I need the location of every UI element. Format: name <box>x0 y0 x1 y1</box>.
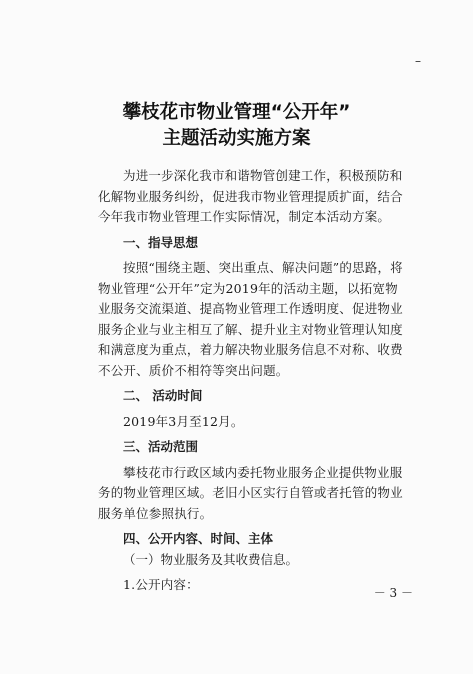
section-4-item-1: 1.公开内容： <box>123 577 199 592</box>
intro-paragraph: 为进一步深化我市和谐物管创建工作，积极预防和化解物业服务纠纷，促进我市物业管理提质扩面，结合今年我市物业管理工作实际情况，制定本活动方案。 <box>98 168 403 224</box>
document-title-line1: 攀枝花市物业管理“公开年” <box>122 102 351 123</box>
section-3-heading: 三、活动范围 <box>123 439 199 454</box>
document-title-line2: 主题活动实施方案 <box>162 128 311 149</box>
section-2-heading: 二、 活动时间 <box>123 388 203 403</box>
header-mark: – <box>415 54 421 68</box>
section-1-heading: 一、指导思想 <box>123 234 199 250</box>
section-4-heading: 四、公开内容、时间、主体 <box>123 531 274 546</box>
section-1-paragraph: 按照“围绕主题、突出重点、解决问题”的思路，将物业管理“公开年”定为2019年的活动主题，以拓宽物业服务交流渠道、提高物业管理工作透明度、促进物业服务企业与业主相互了解、提升业主对物业管理认知度和满意度为重点，着力解决物业服务信息不对称、收费不公开、质价不相符等突出问题。 <box>98 260 403 378</box>
document-body <box>98 166 410 596</box>
section-2-paragraph: 2019年3月至12月。 <box>123 413 244 429</box>
page-number: － 3 － <box>373 586 413 600</box>
section-3-paragraph: 攀枝花市行政区域内委托物业服务企业提供物业服务的物业管理区域。老旧小区实行自管或者托管的物业服务单位参照执行。 <box>98 464 403 521</box>
section-4-subheading: （一）物业服务及其收费信息。 <box>123 551 299 567</box>
